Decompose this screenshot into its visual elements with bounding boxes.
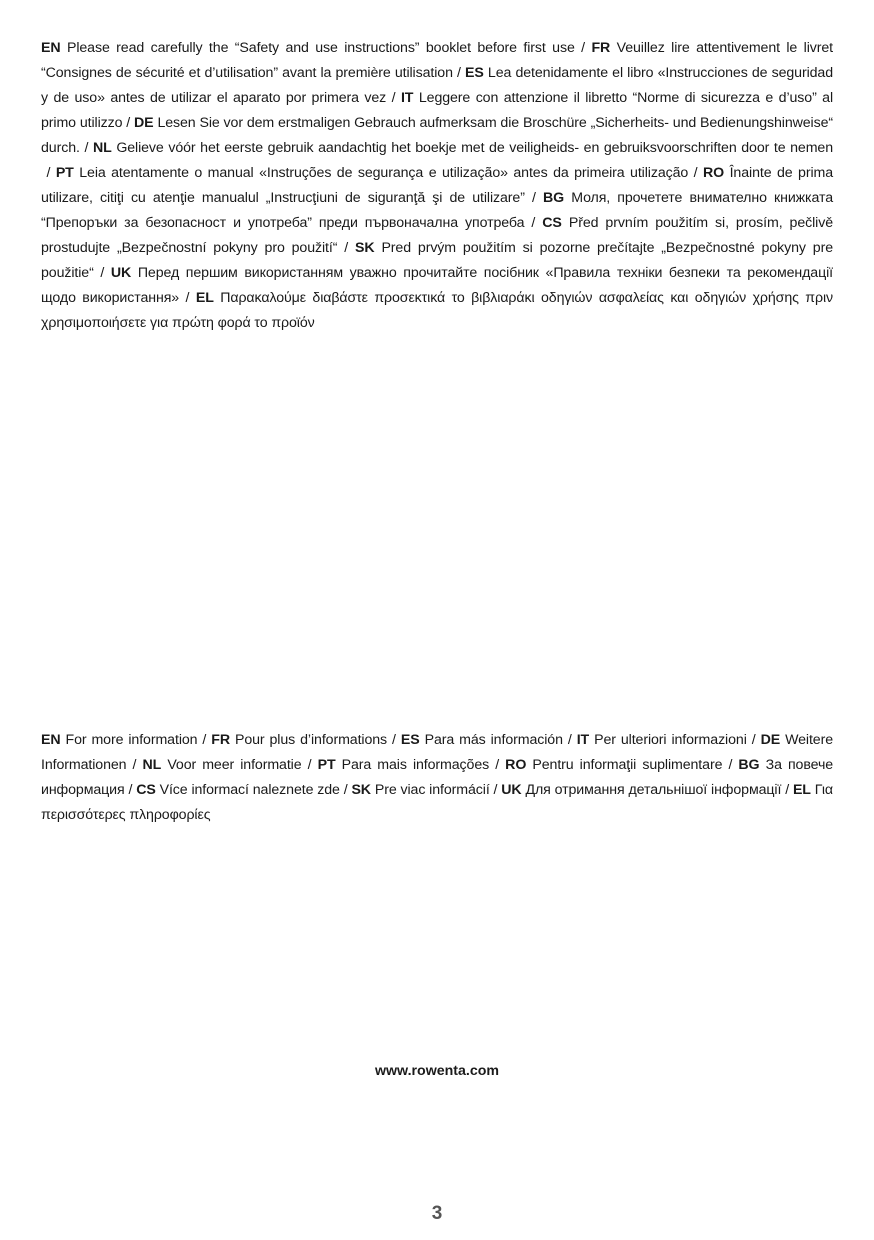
language-text: Înainte de prima utilizare, citiţi cu atenţie manualul „Instrucţiuni de siguranţă şi de utilizare” [41,165,834,206]
language-code: PT [317,757,336,773]
more-info-separator: / [126,757,143,773]
more-info-nl [143,757,302,773]
language-text: For more information [65,732,198,748]
more-info-en [41,732,197,748]
language-code: FR [211,732,230,748]
safety-notice-separator: / [574,40,592,56]
language-code: RO [703,165,725,181]
more-info-sk [351,782,489,798]
safety-notice-separator: / [524,215,543,231]
language-code: SK [351,782,371,798]
language-code: EN [41,732,61,748]
language-code: FR [591,40,611,56]
website-url[interactable]: www.rowenta.com [374,1063,500,1079]
language-code: NL [92,140,112,156]
language-code: BG [738,757,760,773]
language-text: Leia atentamente o manual «Instruções de segurança e utilização» antes da primeira utilização [79,165,689,181]
more-info-separator: / [339,782,352,798]
language-text: Per ulteriori informazioni [594,732,747,748]
language-text: Перед першим використанням уважно прочитайте посібник «Правила техніки безпеки та рекомендації щодо використання» [41,265,834,306]
safety-notice-separator: / [337,240,356,256]
more-info-fr [211,732,387,748]
language-text: Weitere Informationen [41,732,833,773]
language-text: За повече информация [41,757,834,798]
more-info-separator: / [746,732,761,748]
language-text: Více informací naleznete zde [159,782,340,798]
safety-notice-separator: / [79,140,93,156]
safety-notice-nl [93,140,833,156]
language-text: Veuillez lire attentivement le livret “Consignes de sécurité et d’utilisation” avant la première utilisation [41,40,834,81]
language-code: DE [760,732,781,748]
safety-notice-separator: / [688,165,704,181]
language-code: BG [542,190,565,206]
language-text: Para más información [424,732,563,748]
more-info-separator: / [124,782,137,798]
more-info-separator: / [489,782,502,798]
more-info-pt [318,757,490,773]
more-info-separator: / [781,782,793,798]
more-info-cs [136,782,340,798]
language-text: Lea detenidamente el libro «Instrucciones de seguridad y de uso» antes de utilizar el aparato por primera vez [41,65,833,106]
safety-notice-separator: / [122,115,135,131]
safety-notice-separator: / [386,90,401,106]
safety-notice-pt [56,165,688,181]
language-text: Для отримання детальнішої інформації [525,782,782,798]
more-info-uk [501,782,781,798]
language-code: PT [55,165,74,181]
language-code: SK [355,240,375,256]
more-info-separator: / [722,757,739,773]
language-code: IT [400,90,414,106]
more-info-it [577,732,747,748]
language-text: Gelieve vóór het eerste gebruik aandachtig het boekje met de veiligheids- en gebruiksvoorschriften door te nemen [116,140,834,156]
language-code: UK [501,782,522,798]
language-code: ES [465,65,484,81]
language-code: CS [136,782,156,798]
safety-notice-separator: / [179,290,196,306]
more-info-separator: / [197,732,212,748]
safety-notice-separator: / [452,65,466,81]
language-code: ES [400,732,420,748]
language-text: Pre viac informácií [374,782,490,798]
language-text: Παρακαλούμε διαβάστε προσεκτικά το βιβλιαράκι οδηγιών ασφαλείας και οδηγιών χρήσης πριν χρησιμοποιήσετε για πρώτη φορά το προϊόν [41,290,833,331]
more-info-es [401,732,563,748]
language-code: EL [792,782,811,798]
more-info-paragraph [41,728,833,828]
more-info-separator: / [489,757,506,773]
language-code: RO [505,757,527,773]
language-code: EL [195,290,214,306]
language-text: Para mais informações [341,757,490,773]
more-info-separator: / [387,732,401,748]
page-number: 3 [431,1203,443,1224]
language-text: Lesen Sie vor dem erstmaligen Gebrauch aufmerksam die Broschüre „Sicherheits- und Bedienungshinweise“ durch. [41,115,834,156]
more-info-separator: / [301,757,318,773]
language-code: NL [142,757,162,773]
language-text: Please read carefully the “Safety and use instructions” booklet before first use [66,40,575,56]
safety-notice-en [41,40,575,56]
language-code: CS [542,215,562,231]
language-text: Pred prvým použitím si pozorne prečítajte „Bezpečnostné pokyny pre použitie“ [41,240,833,281]
language-text: Před prvním použitím si, prosím, pečlivě prostudujte „Bezpečnostní pokyny pro použití“ [41,215,834,256]
safety-notice-separator: / [41,165,56,181]
language-text: Leggere con attenzione il libretto “Norme di sicurezza e d’uso” al primo utilizzo [41,90,834,131]
safety-notice-separator: / [524,190,543,206]
language-code: DE [134,115,154,131]
language-text: Моля, прочетете внимателно книжката “Препоръки за безопасност и употреба” преди първоначална употреба [41,190,833,231]
more-info-ro [505,757,722,773]
more-info-separator: / [562,732,577,748]
safety-notice-paragraph [41,36,833,336]
language-code: IT [576,732,590,748]
language-text: Pentru informaţii suplimentare [532,757,723,773]
language-code: UK [110,265,132,281]
language-text: Voor meer informatie [167,757,302,773]
language-code: EN [41,40,61,56]
language-text: Pour plus d’informations [234,732,388,748]
language-text: Για περισσότερες πληροφορίες [41,782,834,823]
safety-notice-separator: / [93,265,111,281]
